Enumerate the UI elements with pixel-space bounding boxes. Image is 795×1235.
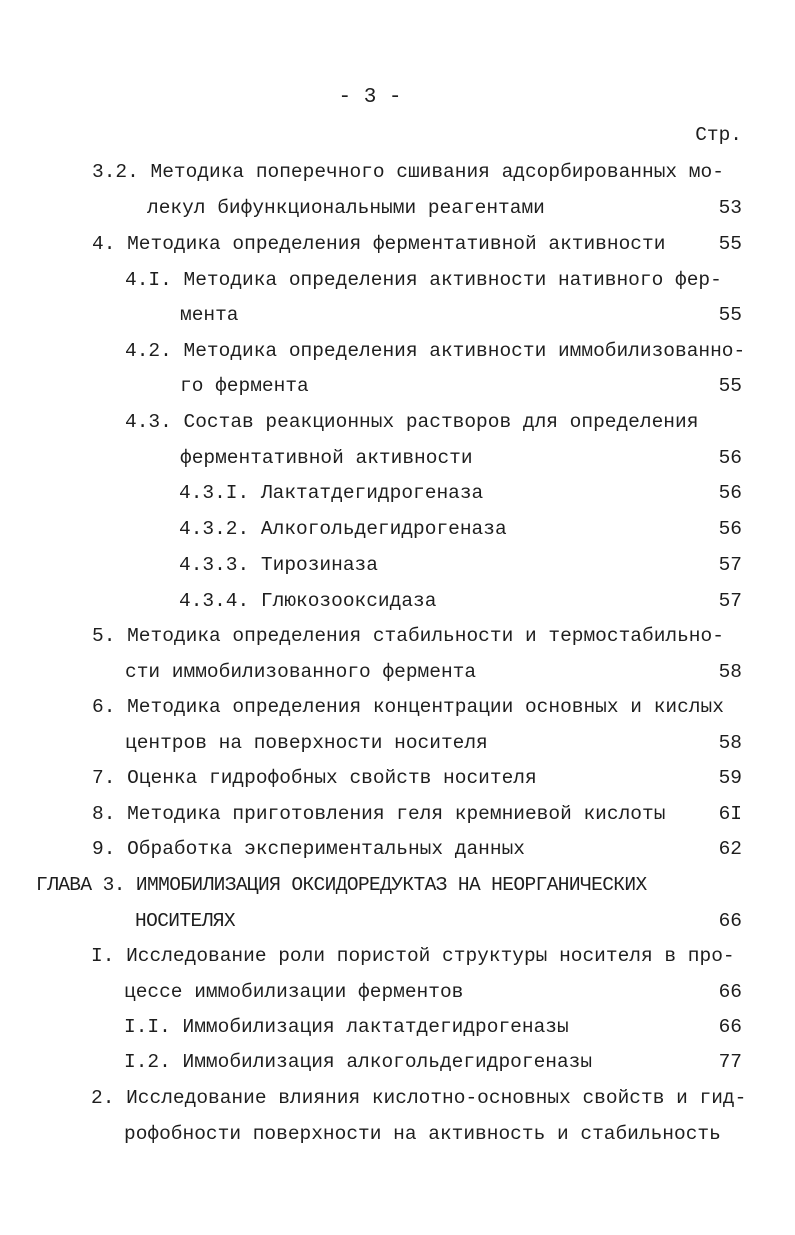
toc-entry-page: 57	[718, 554, 742, 576]
toc-entry-text: цессе иммобилизации ферментов	[124, 981, 464, 1003]
toc-entry-text: 4.2. Методика определения активности иммобилизованно-	[125, 340, 746, 362]
toc-entry-text: 4.3.2. Алкогольдегидрогеназа	[179, 518, 507, 540]
toc-entry-page: 66	[718, 910, 742, 932]
toc-entry-page: 59	[718, 767, 742, 789]
toc-entry-text: 4. Методика определения ферментативной активности	[92, 233, 666, 255]
toc-entry-text: 3.2. Методика поперечного сшивания адсорбированных мо-	[92, 161, 724, 183]
toc-entry-page: 57	[718, 590, 742, 612]
toc-entry-page: 6I	[718, 803, 742, 825]
toc-entry-page: 55	[718, 375, 742, 397]
toc-entry-text: 9. Обработка экспериментальных данных	[92, 838, 525, 860]
toc-entry-text: I.I. Иммобилизация лактатдегидрогеназы	[124, 1016, 569, 1038]
toc-entry-text: го фермента	[180, 375, 309, 397]
toc-entry-page: 58	[718, 732, 742, 754]
page-column-header: Стр.	[695, 124, 742, 146]
toc-entry-text: 5. Методика определения стабильности и термостабильно-	[92, 625, 724, 647]
toc-entry-text: сти иммобилизованного фермента	[125, 661, 477, 683]
toc-entry-text: рофобности поверхности на активность и стабильность	[124, 1123, 721, 1145]
toc-entry-text: ферментативной активности	[180, 447, 473, 469]
toc-entry-page: 56	[718, 447, 742, 469]
toc-entry-text: 4.3.I. Лактатдегидрогеназа	[179, 482, 484, 504]
toc-entry-text: центров на поверхности носителя	[125, 732, 488, 754]
toc-entry-text: мента	[180, 304, 239, 326]
toc-entry-text: 8. Методика приготовления геля кремниевой кислоты	[92, 803, 666, 825]
toc-entry-text: ГЛАВА 3. ИММОБИЛИЗАЦИЯ ОКСИДОРЕДУКТАЗ НА НЕОРГАНИЧЕСКИХ	[36, 874, 647, 896]
toc-entry-text: НОСИТЕЛЯХ	[135, 910, 235, 932]
page-number: - 3 -	[338, 86, 402, 109]
toc-entry-page: 55	[718, 304, 742, 326]
toc-entry-text: I.2. Иммобилизация алкогольдегидрогеназы	[124, 1051, 593, 1073]
toc-entry-page: 62	[718, 838, 742, 860]
toc-entry-text: 2. Исследование влияния кислотно-основных свойств и гид-	[91, 1087, 747, 1109]
toc-entry-page: 58	[718, 661, 742, 683]
toc-entry-page: 77	[718, 1051, 742, 1073]
toc-entry-text: лекул бифункциональными реагентами	[147, 197, 545, 219]
toc-entry-text: I. Исследование роли пористой структуры носителя в про-	[91, 945, 735, 967]
toc-entry-text: 4.I. Методика определения активности нативного фер-	[125, 269, 722, 291]
toc-entry-page: 66	[718, 1016, 742, 1038]
toc-entry-text: 4.3.3. Тирозиназа	[179, 554, 378, 576]
toc-entry-text: 7. Оценка гидрофобных свойств носителя	[92, 767, 537, 789]
toc-entry-text: 6. Методика определения концентрации основных и кислых	[92, 696, 724, 718]
toc-entry-page: 56	[718, 482, 742, 504]
toc-entry-text: 4.3. Состав реакционных растворов для определения	[125, 411, 699, 433]
toc-entry-page: 55	[718, 233, 742, 255]
toc-entry-page: 66	[718, 981, 742, 1003]
toc-entry-page: 53	[718, 197, 742, 219]
toc-entry-text: 4.3.4. Глюкозооксидаза	[179, 590, 437, 612]
toc-entry-page: 56	[718, 518, 742, 540]
